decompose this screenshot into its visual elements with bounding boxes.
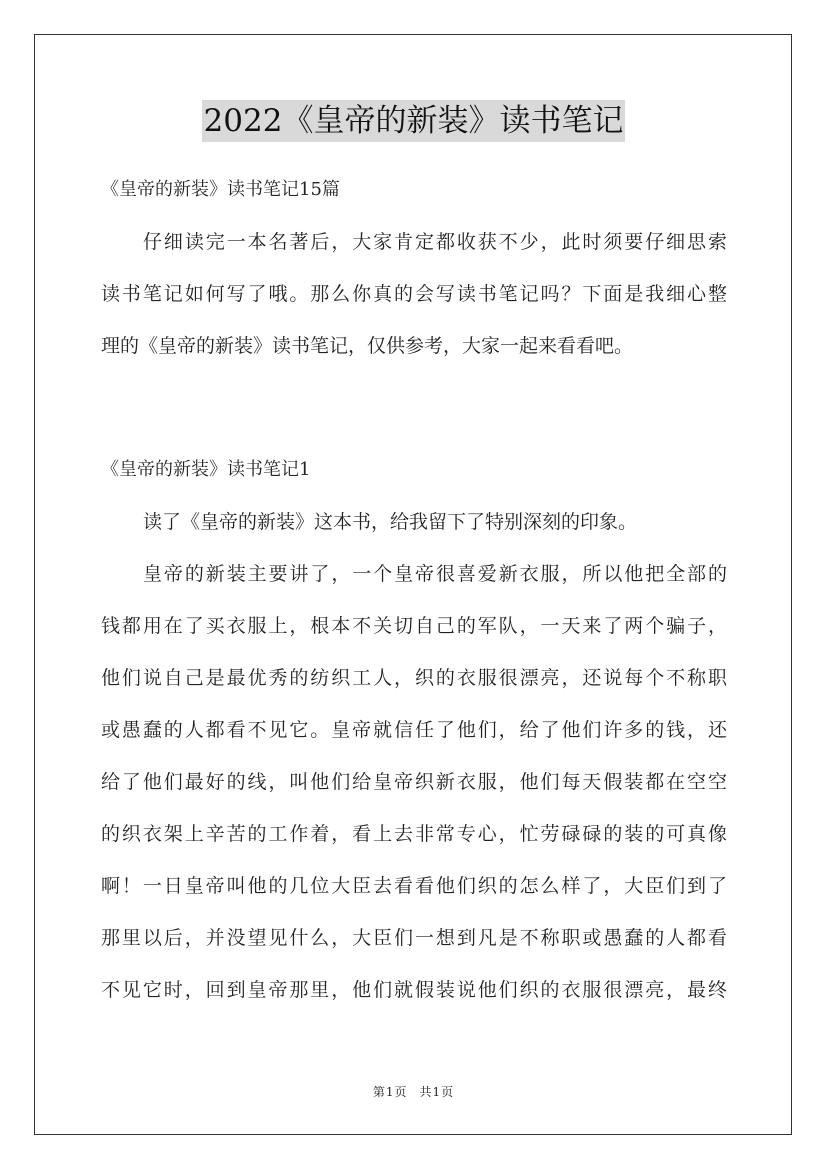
summary-paragraph xyxy=(101,548,727,1016)
page-footer xyxy=(0,1083,827,1100)
paragraph-line: 或愚蠢的人都看不见它。皇帝就信任了他们，给了他们许多的钱，还 xyxy=(101,719,727,741)
paragraph-line: 那里以后，并没望见什么，大臣们一想到凡是不称职或愚蠢的人都看 xyxy=(101,927,727,949)
title-container xyxy=(0,100,827,142)
paragraph-line: 钱都用在了买衣服上，根本不关切自己的军队，一天来了两个骗子， xyxy=(101,615,727,637)
document-body xyxy=(101,164,727,1016)
page-number: 第1页 xyxy=(372,1085,408,1099)
paragraph-line: 读书笔记如何写了哦。那么你真的会写读书笔记吗？下面是我细心整 xyxy=(101,283,727,305)
section-gap xyxy=(101,372,727,444)
paragraph-line: 的织衣架上辛苦的工作着，看上去非常专心，忙劳碌碌的装的可真像 xyxy=(101,823,727,845)
paragraph-line: 理的《皇帝的新装》读书笔记，仅供参考，大家一起来看看吧。 xyxy=(101,335,634,357)
section-heading: 《皇帝的新装》读书笔记1 xyxy=(101,459,311,480)
paragraph-line: 皇帝的新装主要讲了，一个皇帝很喜爱新衣服，所以他把全部的 xyxy=(143,563,727,585)
paragraph-line: 给了他们最好的线，叫他们给皇帝织新衣服，他们每天假装都在空空 xyxy=(101,771,727,793)
document-title: 2022《皇帝的新装》读书笔记 xyxy=(202,100,626,142)
paragraph-line: 他们说自己是最优秀的纺织工人，织的衣服很漂亮，还说每个不称职 xyxy=(101,667,727,689)
paragraph-line: 仔细读完一本名著后，大家肯定都收获不少，此时须要仔细思索 xyxy=(143,231,727,253)
paragraph-line: 不见它时，回到皇帝那里，他们就假装说他们织的衣服很漂亮，最终 xyxy=(101,979,727,1001)
intro-paragraph xyxy=(101,216,727,372)
paragraph-line: 啊！一日皇帝叫他的几位大臣去看看他们织的怎么样了，大臣们到了 xyxy=(101,875,727,897)
paragraph-line: 读了《皇帝的新装》这本书，给我留下了特别深刻的印象。 xyxy=(143,511,638,533)
document-subtitle: 《皇帝的新装》读书笔记15篇 xyxy=(101,179,340,200)
page-total: 共1页 xyxy=(419,1085,455,1099)
